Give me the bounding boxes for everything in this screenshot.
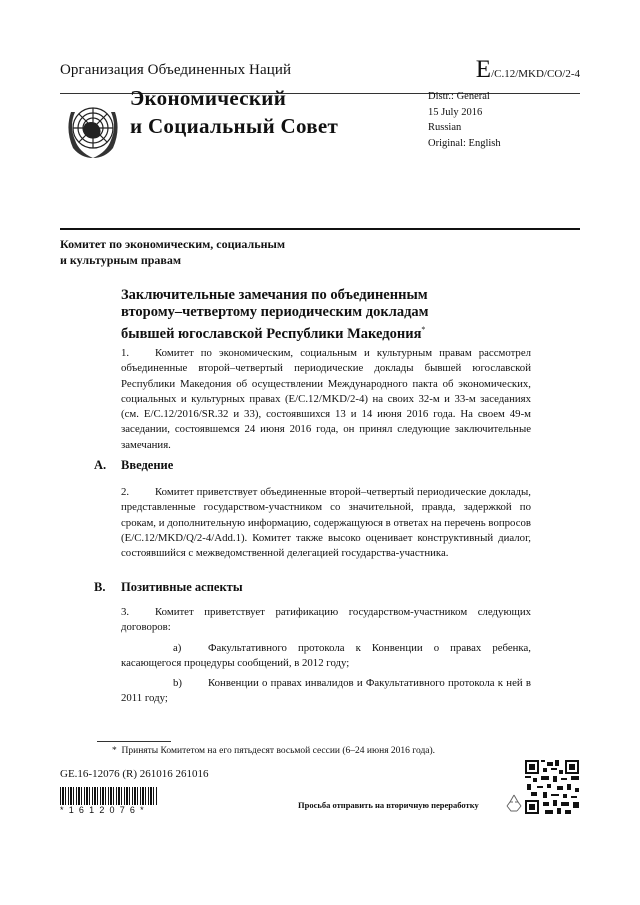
qr-code-icon — [525, 760, 579, 814]
section-letter: A. — [94, 458, 107, 472]
distr-general: Distr.: General — [428, 91, 490, 102]
section-b-heading — [94, 580, 243, 595]
job-number: GE.16-12076 (R) 261016 261016 — [60, 768, 209, 780]
paragraph-3 — [121, 605, 531, 636]
footnote-separator — [97, 741, 171, 742]
document-symbol — [476, 56, 580, 84]
title-line-2: второму–четвертому периодическим докладам — [121, 304, 429, 320]
committee-line-2: и культурным правам — [60, 253, 182, 267]
paragraph-1 — [121, 346, 531, 453]
committee-name — [60, 236, 285, 268]
section-letter: B. — [94, 580, 106, 594]
section-title: Введение — [121, 458, 174, 472]
paragraph-number: 3. — [121, 606, 130, 618]
paragraph-text: Комитет приветствует объединенные второй–четвертый периодические доклады, представленные государством-участником со значительной, правда, задержкой по срокам, и дополнительную информацию, содержащуюся в ответах на перечень вопросов (E/C.12/MKD/Q/2-4/Add.1). Комитет также высоко оценивает конструктивный диалог, состоявшийся с межведомственной делегацией государства-участника. — [121, 486, 531, 560]
title-line-3: бывшей югославской Республики Македония — [121, 325, 422, 342]
symbol-prefix: E — [475, 56, 492, 83]
subitem-label: b) — [173, 677, 182, 689]
title-line-1: Заключительные замечания по объединенным — [121, 287, 428, 303]
recycle-icon — [504, 793, 524, 813]
section-title: Позитивные аспекты — [121, 580, 243, 594]
recycle-text: Просьба отправить на вторичную переработку — [298, 800, 479, 810]
subitem-a — [121, 641, 531, 672]
barcode-text: *1612076* — [60, 805, 149, 815]
footnote — [112, 746, 435, 756]
subitem-b — [121, 676, 531, 707]
paragraph-number: 1. — [121, 347, 130, 359]
subitem-label: a) — [173, 642, 182, 654]
paragraph-number: 2. — [121, 486, 130, 498]
organization-name: Организация Объединенных Наций — [60, 62, 292, 78]
header-thick-rule — [60, 228, 580, 230]
footnote-mark: * — [112, 746, 117, 756]
council-title — [130, 84, 338, 140]
subitem-text: Факультативного протокола к Конвенции о правах ребенка, касающегося процедуры сообщений, в 2012 году; — [121, 642, 531, 670]
paragraph-text: Комитет приветствует ратификацию государством-участником следующих договоров: — [121, 606, 531, 634]
council-line-1: Экономический — [130, 86, 287, 110]
paragraph-text: Комитет по экономическим, социальным и культурным правам рассмотрел объединенные второй–четвертый периодические доклады бывшей югославской Республики Македония об осуществлении Международного пакта об экономических, социальных и культурных правах (E/C.12/MKD/2-4) на своих 32-м и 33-м заседаниях (см. E/C.12/2016/SR.32 и 33), состоявшихся 13 и 14 июня 2016 года. На своем 49-м заседании, состоявшемся 24 июня 2016 года, он принял следующие заключительные замечания. — [121, 347, 531, 451]
section-a-heading — [94, 458, 173, 473]
original-language: Original: English — [428, 137, 501, 149]
subitem-text: Конвенции о правах инвалидов и Факультативного протокола к ней в 2011 году; — [121, 677, 531, 705]
document-language: Russian — [428, 122, 462, 133]
footnote-text: Приняты Комитетом на его пятьдесят восьмой сессии (6–24 июня 2016 года). — [121, 746, 436, 756]
distribution-block — [428, 89, 501, 151]
committee-line-1: Комитет по экономическим, социальным — [60, 237, 286, 251]
barcode-icon — [60, 787, 157, 805]
council-line-2: и Социальный Совет — [130, 114, 339, 138]
symbol-rest: /C.12/MKD/CO/2-4 — [491, 68, 580, 80]
document-date: 15 July 2016 — [428, 106, 483, 118]
un-emblem-icon — [63, 100, 123, 162]
footnote-mark[interactable]: * — [421, 325, 426, 334]
document-title — [121, 287, 541, 343]
paragraph-2 — [121, 485, 531, 561]
